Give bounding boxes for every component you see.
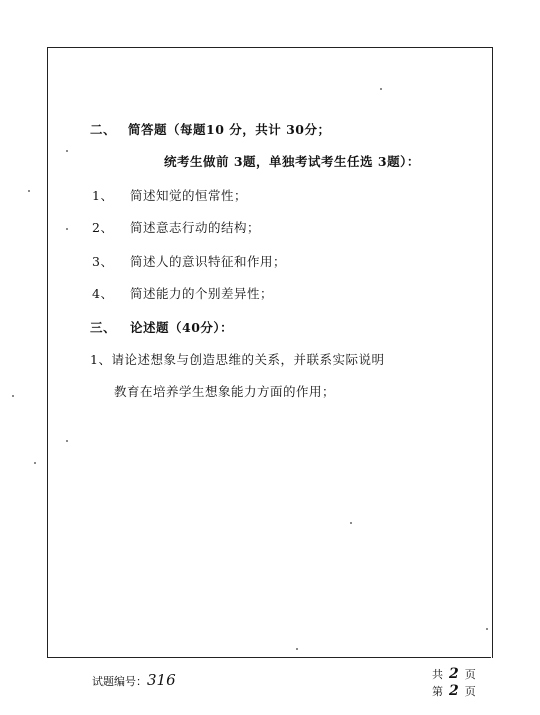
section2-note: 统考生做前 3题，单独考试考生任选 3题）： — [164, 154, 420, 169]
question-number: 1、 — [92, 188, 114, 203]
page-current — [432, 683, 476, 699]
exam-code-label: 试题编号： — [92, 675, 147, 688]
question-text: 简述人的意识特征和作用； — [130, 254, 287, 269]
section2-heading: 简答题（每题10 分，共计 30分； — [128, 122, 331, 137]
page-current-suffix: 页 — [464, 685, 476, 698]
page-border-bottom — [47, 657, 491, 658]
page-total-prefix: 共 — [432, 668, 443, 681]
essay-question-line: 教育在培养学生想象能力方面的作用； — [114, 384, 336, 399]
scan-speck — [350, 522, 352, 524]
section3-heading-number: 三、 — [90, 320, 117, 335]
scan-speck — [28, 190, 30, 192]
essay-question-line: 1、请论述想象与创造思维的关系，并联系实际说明 — [90, 352, 385, 367]
page-current-number: 2 — [449, 683, 459, 699]
page-total-suffix: 页 — [464, 668, 476, 681]
scan-speck — [296, 648, 298, 650]
scan-speck — [66, 440, 68, 442]
question-text: 简述能力的个别差异性； — [130, 286, 274, 301]
question-number: 2、 — [92, 220, 114, 235]
scan-speck — [66, 228, 68, 230]
exam-code-value: 316 — [147, 671, 176, 689]
question-text: 简述意志行动的结构； — [130, 220, 261, 235]
page-total-number: 2 — [449, 666, 459, 682]
section2-heading-number: 二、 — [90, 122, 117, 137]
question-number: 4、 — [92, 286, 114, 301]
scan-speck — [380, 88, 382, 90]
page-current-prefix: 第 — [432, 685, 443, 698]
page-total — [432, 666, 476, 682]
scan-speck — [34, 462, 36, 464]
exam-code — [92, 671, 176, 689]
scan-speck — [66, 150, 68, 152]
section3-heading: 论述题（40分）： — [130, 320, 234, 335]
question-text: 简述知觉的恒常性； — [130, 188, 248, 203]
scan-speck — [486, 628, 488, 630]
scan-speck — [12, 395, 14, 397]
question-number: 3、 — [92, 254, 114, 269]
